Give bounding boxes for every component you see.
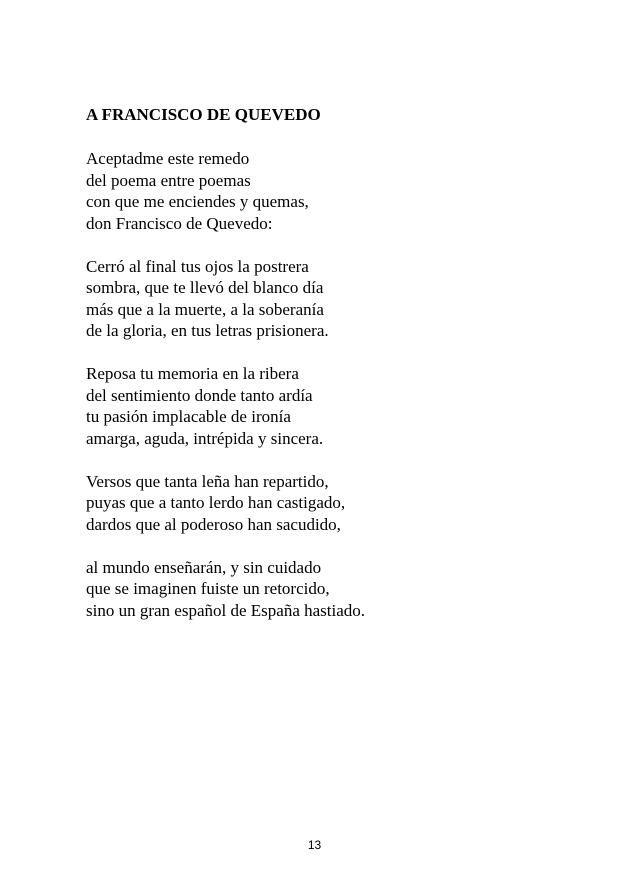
verse-line: más que a la muerte, a la soberanía	[86, 299, 324, 319]
verse-line: del sentimiento donde tanto ardía	[86, 385, 313, 405]
page-number: 13	[307, 838, 322, 852]
stanza-2	[86, 256, 606, 342]
verse-line: Versos que tanta leña han repartido,	[86, 471, 329, 491]
poem-title: A FRANCISCO DE QUEVEDO	[86, 105, 321, 124]
stanza-3	[86, 363, 606, 449]
stanza-4	[86, 471, 606, 536]
verse-line: don Francisco de Quevedo:	[86, 213, 273, 233]
verse-line: sino un gran español de España hastiado.	[86, 600, 366, 620]
verse-line: del poema entre poemas	[86, 170, 251, 190]
stanza-1	[86, 148, 606, 234]
verse-line: que se imaginen fuiste un retorcido,	[86, 579, 330, 598]
poem-body	[86, 148, 606, 643]
verse-line: con que me enciendes y quemas,	[86, 192, 309, 211]
stanza-5	[86, 557, 606, 622]
verse-line: Cerró al final tus ojos la postrera	[86, 256, 309, 276]
verse-line: Reposa tu memoria en la ribera	[86, 364, 299, 383]
verse-line: puyas que a tanto lerdo han castigado,	[86, 493, 346, 512]
verse-line: Aceptadme este remedo	[86, 149, 250, 168]
verse-line: al mundo enseñarán, y sin cuidado	[86, 557, 322, 577]
verse-line: dardos que al poderoso han sacudido,	[86, 514, 341, 534]
verse-line: sombra, que te llevó del blanco día	[86, 278, 324, 297]
verse-line: amarga, aguda, intrépida y sincera.	[86, 428, 324, 448]
verse-line: tu pasión implacable de ironía	[86, 407, 291, 426]
verse-line: de la gloria, en tus letras prisionera.	[86, 321, 329, 340]
